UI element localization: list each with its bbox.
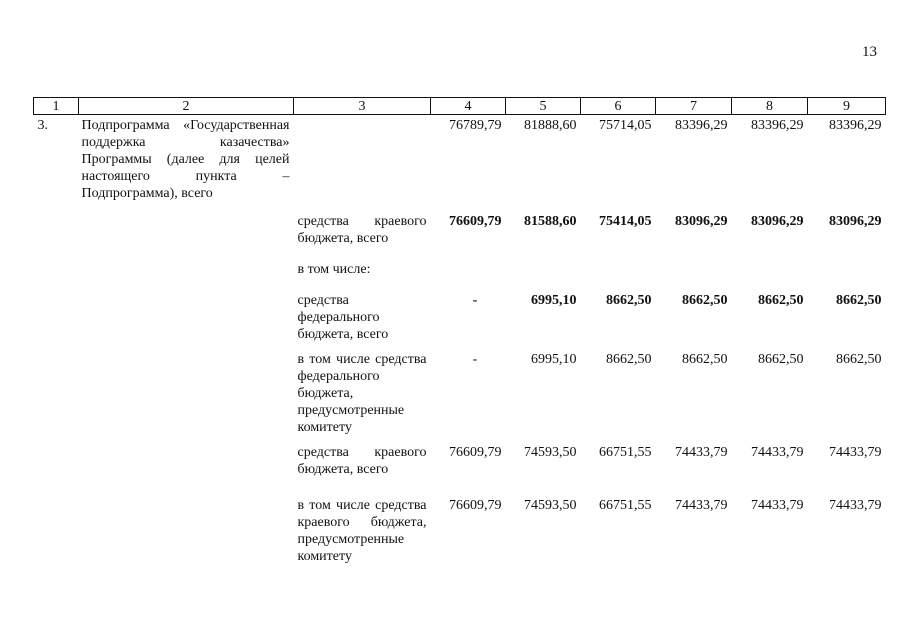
value-cell: 8662,50 — [606, 293, 652, 308]
value-cell: 74433,79 — [829, 498, 882, 513]
column-header: 4 — [431, 98, 506, 115]
table-row — [34, 115, 886, 203]
value-cell: 8662,50 — [682, 352, 728, 367]
column-header: 1 — [34, 98, 79, 115]
value-cell: 6995,10 — [531, 293, 577, 308]
table-row — [34, 253, 886, 288]
value-cell: 83096,29 — [675, 214, 728, 229]
funding-source: средства краевого бюджета, всего — [297, 214, 427, 246]
value-cell: - — [472, 352, 478, 367]
funding-source: в том числе средства федерального бюджета, предусмотренные комитету — [297, 352, 427, 435]
budget-table — [33, 97, 886, 565]
value-cell: 83096,29 — [829, 214, 882, 229]
value-cell: 8662,50 — [606, 352, 652, 367]
row-number: 3. — [37, 118, 48, 133]
funding-source: средства краевого бюджета, всего — [297, 445, 427, 477]
funding-source: в том числе средства краевого бюджета, предусмотренные комитету — [297, 498, 427, 564]
value-cell: 74433,79 — [751, 498, 804, 513]
value-cell: 74433,79 — [675, 445, 728, 460]
value-cell: 74433,79 — [751, 445, 804, 460]
value-cell: 75414,05 — [599, 214, 652, 229]
value-cell: 6995,10 — [531, 352, 577, 367]
table-row — [34, 348, 886, 441]
value-cell: 76609,79 — [449, 445, 502, 460]
value-cell: 66751,55 — [599, 498, 652, 513]
column-header: 8 — [732, 98, 808, 115]
column-header: 3 — [294, 98, 431, 115]
value-cell: 74593,50 — [524, 498, 577, 513]
value-cell: - — [472, 293, 478, 308]
page-number: 13 — [862, 44, 877, 60]
value-cell: 8662,50 — [758, 293, 804, 308]
subprogram-name: Подпрограмма «Государственная поддержка казачества» Программы (далее для целей настоящего пункта – Подпрограмма), всего — [81, 118, 290, 201]
value-cell: 8662,50 — [836, 352, 882, 367]
value-cell: 83096,29 — [751, 214, 804, 229]
value-cell: 66751,55 — [599, 445, 652, 460]
column-header: 5 — [506, 98, 581, 115]
funding-source: средства федерального бюджета, всего — [297, 293, 389, 342]
column-header: 6 — [581, 98, 656, 115]
value-cell: 8662,50 — [758, 352, 804, 367]
table-row — [34, 288, 886, 348]
table-row — [34, 202, 886, 253]
value-cell: 8662,50 — [836, 293, 882, 308]
value-cell: 76789,79 — [449, 118, 502, 133]
table-row — [34, 441, 886, 492]
value-cell: 76609,79 — [449, 214, 502, 229]
funding-source — [294, 115, 431, 203]
value-cell: 76609,79 — [449, 498, 502, 513]
value-cell: 74433,79 — [675, 498, 728, 513]
value-cell: 83396,29 — [675, 118, 728, 133]
value-cell: 75714,05 — [599, 118, 652, 133]
value-cell: 8662,50 — [682, 293, 728, 308]
table-row — [34, 492, 886, 565]
column-header: 2 — [79, 98, 294, 115]
funding-source: в том числе: — [297, 262, 371, 277]
table-header-row — [34, 98, 886, 115]
value-cell: 81588,60 — [524, 214, 577, 229]
value-cell: 74593,50 — [524, 445, 577, 460]
column-header: 7 — [656, 98, 732, 115]
value-cell: 74433,79 — [829, 445, 882, 460]
value-cell: 83396,29 — [829, 118, 882, 133]
value-cell: 83396,29 — [751, 118, 804, 133]
column-header: 9 — [808, 98, 886, 115]
value-cell: 81888,60 — [524, 118, 577, 133]
